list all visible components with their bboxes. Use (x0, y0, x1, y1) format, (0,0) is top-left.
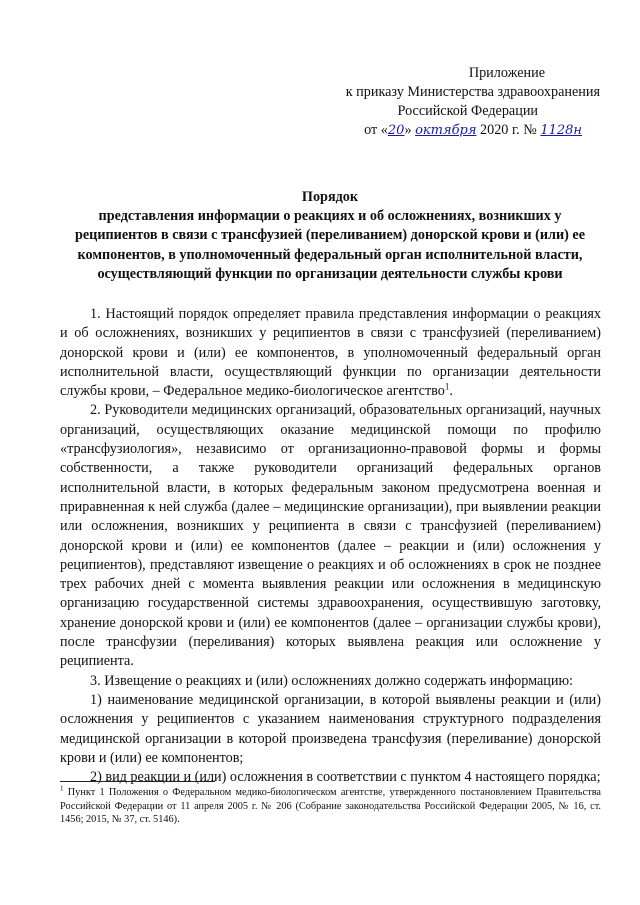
footnote (60, 786, 601, 827)
title-subtitle: представления информации о реакциях и об осложнениях, возникших у реципиентов в связи с трансфузией (переливанием) донорской крови и (или) ее компонентов, в уполномоченный федеральный орган исполнительной власти, осуществляющий функции по организации деятельности службы крови (74, 208, 586, 282)
handwritten-month: октября (415, 123, 477, 138)
title-heading: Порядок (301, 189, 359, 205)
document-title (60, 188, 600, 284)
appendix-header (300, 64, 600, 140)
date-year: 2020 г. № (476, 122, 541, 138)
paragraph-3: 3. Извещение о реакциях и (или) осложнениях должно содержать информацию: (90, 672, 573, 689)
order-reference: к приказу Министерства здравоохранения (345, 84, 600, 100)
paragraph-1-text: 1. Настоящий порядок определяет правила представления информации о реакциях и об осложнениях, возникших у реципиентов в связи с трансфузией (переливанием) донорской крови и (или) ее компонентов, в уполномоченный федеральный орган исполнительной власти, осуществляющий функции по организации деятельности службы крови, – Федеральное медико-биологическое агентство (60, 306, 601, 400)
paragraph-3-item-2: 2) вид реакции и (или) осложнения в соответствии с пунктом 4 настоящего порядка; (90, 769, 601, 786)
paragraph-2: 2. Руководители медицинских организаций, образовательных организаций, научных организаций, осуществляющих оказание медицинской помощи по профилю «трансфузиология», независимо от организационно-правовой формы и формы собственности, а также руководители организаций федеральных органов исполнительной власти, в которых федеральным законом предусмотрена военная и приравненная к ней служба (далее – медицинские организации), при выявлении реакции или осложнения, возникших у реципиента в связи с трансфузией (переливанием) донорской крови и (или) ее компонентов (далее – реакции и (или) осложнения у реципиентов), представляют извещение о реакциях и об осложнениях в срок не позднее трех рабочих дней с момента выявления реакции или осложнения в медицинскую организацию государственной системы здравоохранения, осуществившую заготовку, хранение донорской крови и (или) ее компонентов (далее – организации службы крови), после трансфузии (переливания) которых выявлена реакция или осложнение у реципиента. (60, 402, 601, 670)
paragraph-1 (60, 305, 601, 401)
handwritten-day: 20 (387, 123, 405, 138)
footnote-divider (60, 781, 215, 782)
appendix-label: Приложение (468, 65, 545, 81)
footnote-ref: 1 (444, 381, 450, 392)
handwritten-order-number: 1128н (540, 123, 582, 138)
footnote-number: 1 (60, 784, 64, 793)
order-date-line (300, 121, 600, 140)
date-mid: » (404, 122, 416, 138)
date-prefix: от « (364, 122, 388, 138)
ministry-country: Российской Федерации (397, 103, 538, 119)
document-body (60, 305, 601, 787)
paragraph-3-item-1: 1) наименование медицинской организации, в которой выявлены реакции и (или) осложнения у реципиентов с указанием наименования структурного подразделения медицинской организации в которой произведена трансфузия (переливание) донорской крови и (или) ее компонентов; (60, 691, 601, 766)
paragraph-1-end: . (449, 383, 453, 400)
footnote-text: Пункт 1 Положения о Федеральном медико-биологическом агентстве, утвержденного постановлением Правительства Российской Федерации от 11 апреля 2005 г. № 206 (Собрание законодательства Российской Федерации 2005, № 16, ст. 1456; 2015, № 37, ст. 5146). (60, 787, 601, 826)
